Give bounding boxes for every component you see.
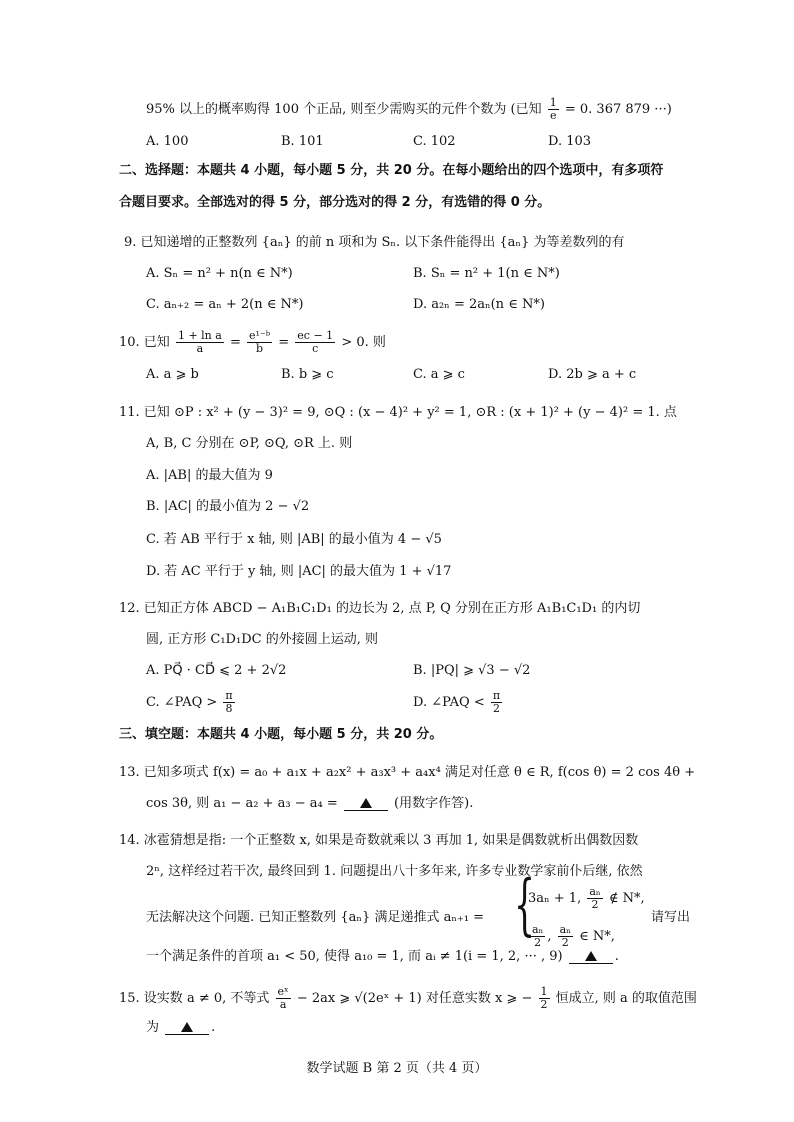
q12-stem: 12. 已知正方体 ABCD − A₁B₁C₁D₁ 的边长为 2, 点 P, Q 分别在正方形 A₁B₁C₁D₁ 的内切 xyxy=(119,601,641,616)
q14-stem: 14. 冰雹猜想是指: 一个正整数 x, 如果是奇数就乘以 3 再加 1, 如果是偶数就析出偶数因数 xyxy=(119,833,639,848)
q13-stem-cont: cos 3θ, 则 a₁ − a₂ + a₃ − a₄ = (用数字作答). xyxy=(146,796,474,811)
q9-option-b: B. Sₙ = n² + 1(n ∈ N*) xyxy=(413,266,560,281)
q8-option-b: B. 101 xyxy=(281,134,324,149)
q8-option-d: D. 103 xyxy=(548,134,592,149)
section-2-heading-cont: 合题目要求。全部选对的得 5 分，部分选对的得 2 分，有选错的得 0 分。 xyxy=(119,195,551,210)
q14-stem-3b: 请写出 xyxy=(651,910,691,925)
q8-option-a: A. 100 xyxy=(146,134,189,149)
q10-option-a: A. a ⩾ b xyxy=(146,367,199,382)
q10-option-d: D. 2b ⩾ a + c xyxy=(548,367,637,382)
answer-blank-15 xyxy=(165,1021,209,1035)
triangle-marker-icon xyxy=(360,798,372,808)
q12-option-b: B. |PQ| ⩾ √3 − √2 xyxy=(413,663,531,678)
q8-text: 95% 以上的概率购得 100 个正品, 则至少需购买的元件个数为 (已知 xyxy=(146,102,542,118)
q8-stem-tail xyxy=(146,97,672,122)
q10-stem: 10. 已知 $\frac{\text{1 + ln a}}{a}$ = $\frac{\text{e¹⁻ᵇ}}{b}$ = $\frac{ec - 1}{c}$ > 0. 则 xyxy=(119,329,386,356)
q9-option-d: D. a₂ₙ = 2aₙ(n ∈ N*) xyxy=(413,297,545,312)
q9-option-a: A. Sₙ = n² + n(n ∈ N*) xyxy=(146,266,293,281)
left-brace-icon: { xyxy=(514,866,535,943)
q14-case-1: 3aₙ + 1, $\frac{\text{aₙ}}{2}$ ∉ N*, xyxy=(528,885,645,912)
q14-case-2: $\frac{\text{aₙ}}{2}$ , $\frac{\text{aₙ}}{2}$ ∈ N*, xyxy=(532,923,615,950)
q11-option-c: C. 若 AB 平行于 x 轴, 则 |AB| 的最小值为 4 − √5 xyxy=(146,532,442,547)
q10-option-b: B. b ⩾ c xyxy=(281,367,334,382)
section-3-heading: 三、填空题：本题共 4 小题，每小题 5 分，共 20 分。 xyxy=(119,727,443,742)
triangle-marker-icon xyxy=(585,951,597,961)
answer-blank-13 xyxy=(344,797,388,811)
q12-option-a: A. PQ⃗ · CD⃗ ⩽ 2 + 2√2 xyxy=(146,663,287,678)
answer-blank-14 xyxy=(569,950,613,964)
q11-stem: 11. 已知 ⊙P : x² + (y − 3)² = 9, ⊙Q : (x − 4)² + y² = 1, ⊙R : (x + 1)² + (y − 4)² = 1. 点 xyxy=(119,405,677,420)
q8-text-b: = 0. 367 879 ···) xyxy=(564,102,672,118)
q14-stem-3: 无法解决这个问题. 已知正整数列 {aₙ} 满足递推式 aₙ₊₁ = xyxy=(146,910,485,925)
q11-option-a: A. |AB| 的最大值为 9 xyxy=(146,468,273,483)
triangle-marker-icon xyxy=(181,1022,193,1032)
q15-stem: 15. 设实数 a ≠ 0, 不等式 $\frac{\text{eˣ}}{a}$ − 2ax ⩾ √(2eˣ + 1) 对任意实数 x ⩾ − $\frac{1}{2}$ 恒成立, 则 a 的取值范围 xyxy=(119,985,697,1012)
q13-stem: 13. 已知多项式 f(x) = a₀ + a₁x + a₂x² + a₃x³ + a₄x⁴ 满足对任意 θ ∈ R, f(cos θ) = 2 cos 4θ + xyxy=(119,765,696,780)
q10-option-c: C. a ⩾ c xyxy=(413,367,465,382)
q10-frac-1: $\frac{\text{1 + ln a}}{a}$ xyxy=(177,329,222,356)
section-2-heading: 二、选择题：本题共 4 小题，每小题 5 分，共 20 分。在每小题给出的四个选项中，有多项符 xyxy=(119,163,664,178)
q9-stem: 9. 已知递增的正整数列 {aₙ} 的前 n 项和为 Sₙ. 以下条件能得出 {aₙ} 为等差数列的有 xyxy=(124,235,625,250)
q12-option-c: C. ∠PAQ > $\frac{\pi}{8}$ xyxy=(146,689,233,716)
q11-stem-cont: A, B, C 分别在 ⊙P, ⊙Q, ⊙R 上. 则 xyxy=(146,436,353,451)
q9-option-c: C. aₙ₊₂ = aₙ + 2(n ∈ N*) xyxy=(146,297,304,312)
q11-option-d: D. 若 AC 平行于 y 轴, 则 |AC| 的最大值为 1 + √17 xyxy=(146,564,452,579)
q12-option-d: D. ∠PAQ < $\frac{\pi}{2}$ xyxy=(413,689,501,716)
q8-option-c: C. 102 xyxy=(413,134,456,149)
q14-stem-4: 一个满足条件的首项 a₁ < 50, 使得 a₁₀ = 1, 而 aᵢ ≠ 1(i = 1, 2, ··· , 9) . xyxy=(146,949,619,964)
q15-stem-cont: 为 . xyxy=(146,1020,216,1035)
q14-stem-2: 2ⁿ, 这样经过若干次, 最终回到 1. 问题提出八十多年来, 许多专业数学家前仆后继, 依然 xyxy=(146,864,643,879)
q10-frac-3: $\frac{ec - 1}{c}$ xyxy=(297,329,334,356)
q8-fraction: $\frac{1}{e}$ xyxy=(549,96,557,123)
q11-option-b: B. |AC| 的最小值为 2 − √2 xyxy=(146,499,310,514)
q10-frac-2: $\frac{\text{e¹⁻ᵇ}}{b}$ xyxy=(249,329,271,356)
page-footer: 数学试题 B 第 2 页（共 4 页） xyxy=(306,1061,488,1076)
q12-stem-cont: 圆, 正方形 C₁D₁DC 的外接圆上运动, 则 xyxy=(146,632,378,647)
